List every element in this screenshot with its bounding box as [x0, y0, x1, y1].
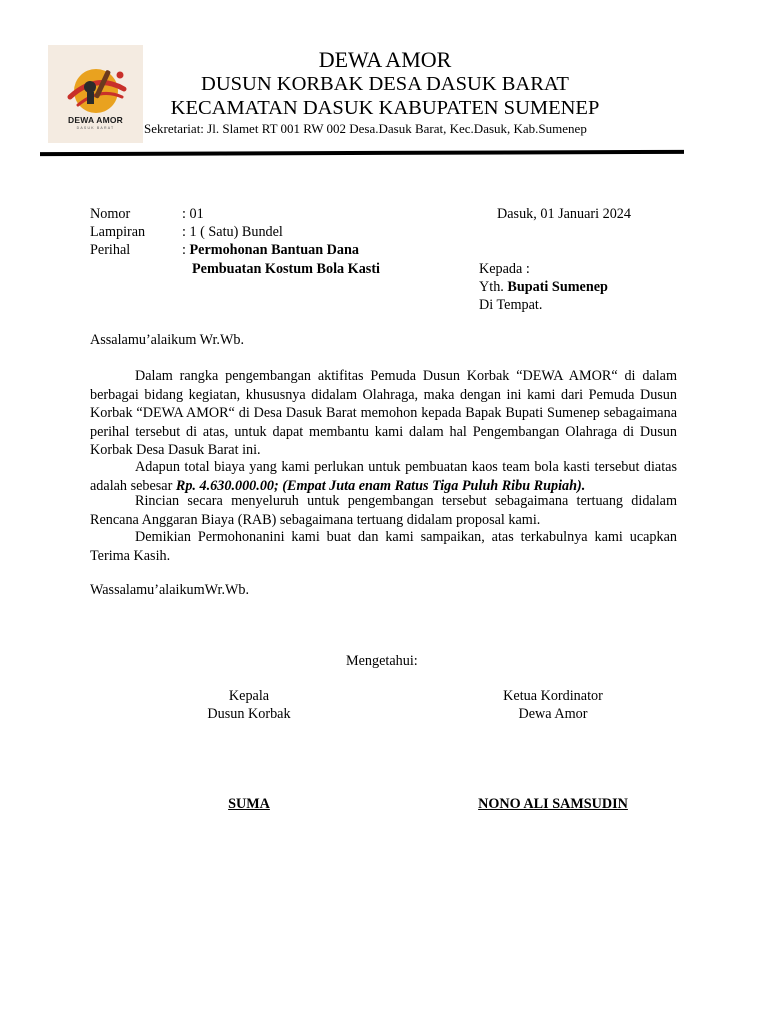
- paragraph-3: Rincian secara menyeluruh untuk pengembangan tersebut sebagaimana tertuang didalam Rencana Anggaran Biaya (RAB) sebagaimana tertuang didalam proposal kami.: [90, 493, 677, 528]
- letterhead-line3: KECAMATAN DASUK KABUPATEN SUMENEP: [170, 97, 600, 119]
- left-title-1: Kepala: [228, 688, 270, 704]
- nomor-label: Nomor: [90, 206, 131, 222]
- perihal-value: [182, 242, 359, 259]
- paragraph-2-text: Adapun total biaya yang kami perlukan untuk pembuatan kaos team bola kasti tersebut diatas adalah sebesar: [90, 459, 677, 494]
- perihal-line1: Permohonan Bantuan Dana: [189, 242, 359, 258]
- right-title-2: Dewa Amor: [518, 706, 588, 722]
- lampiran-label: Lampiran: [90, 224, 146, 240]
- closing: Wassalamu’alaikumWr.Wb.: [90, 582, 250, 598]
- logo-title: DEWA AMOR: [68, 115, 123, 125]
- left-title-2: Dusun Korbak: [207, 706, 291, 722]
- right-title-1: Ketua Kordinator: [503, 688, 603, 704]
- org-name: DEWA AMOR: [318, 47, 452, 72]
- recipient-yth: [479, 279, 608, 296]
- letterhead-line2: DUSUN KORBAK DESA DASUK BARAT: [201, 73, 569, 95]
- recipient-name: Bupati Sumenep: [507, 279, 608, 295]
- letterhead-address: Sekretariat: Jl. Slamet RT 001 RW 002 Desa.Dasuk Barat, Kec.Dasuk, Kab.Sumenep: [144, 121, 587, 136]
- left-signatory-name: SUMA: [228, 796, 270, 812]
- perihal-label: Perihal: [90, 242, 131, 258]
- recipient-kepada: Kepada :: [479, 261, 530, 277]
- perihal-line2: Pembuatan Kostum Bola Kasti: [192, 261, 380, 277]
- nomor-value: : 01: [182, 206, 204, 222]
- amount-text: Rp. 4.630.000.00; (Empat Juta enam Ratus Tiga Puluh Ribu Rupiah).: [175, 477, 586, 494]
- lampiran-value: : 1 ( Satu) Bundel: [182, 224, 283, 240]
- greeting: Assalamu’alaikum Wr.Wb.: [90, 332, 245, 348]
- letterhead-divider: [40, 150, 684, 156]
- letter-date: Dasuk, 01 Januari 2024: [497, 206, 631, 222]
- mengetahui: Mengetahui:: [346, 653, 418, 669]
- recipient-place: Di Tempat.: [479, 297, 543, 313]
- right-signatory-name: NONO ALI SAMSUDIN: [478, 796, 628, 812]
- paragraph-2: [90, 458, 677, 495]
- paragraph-4: Demikian Permohonanini kami buat dan kami sampaikan, atas terkabulnya kami ucapkan Terima Kasih.: [90, 529, 677, 564]
- paragraph-1: Dalam rangka pengembangan aktifitas Pemuda Dusun Korbak “DEWA AMOR“ di dalam berbagai bidang kegiatan, khususnya didalam Olahraga, maka dengan ini kami dari Pemuda Dusun Korbak “DEWA AMOR“ di Desa Dasuk Barat memohon kepada Bapak Bupati Sumenep sebagaimana perihal tersebut di atas, untuk dapat membantu kami dalam hal Pengembangan Olahraga di Dusun Korbak Desa Dasuk Barat ini.: [90, 368, 677, 459]
- logo-subtitle: DASUK BARAT: [76, 126, 115, 130]
- recipient-prefix: Yth.: [479, 279, 508, 295]
- logo: [48, 45, 143, 143]
- perihal-colon: :: [182, 242, 190, 258]
